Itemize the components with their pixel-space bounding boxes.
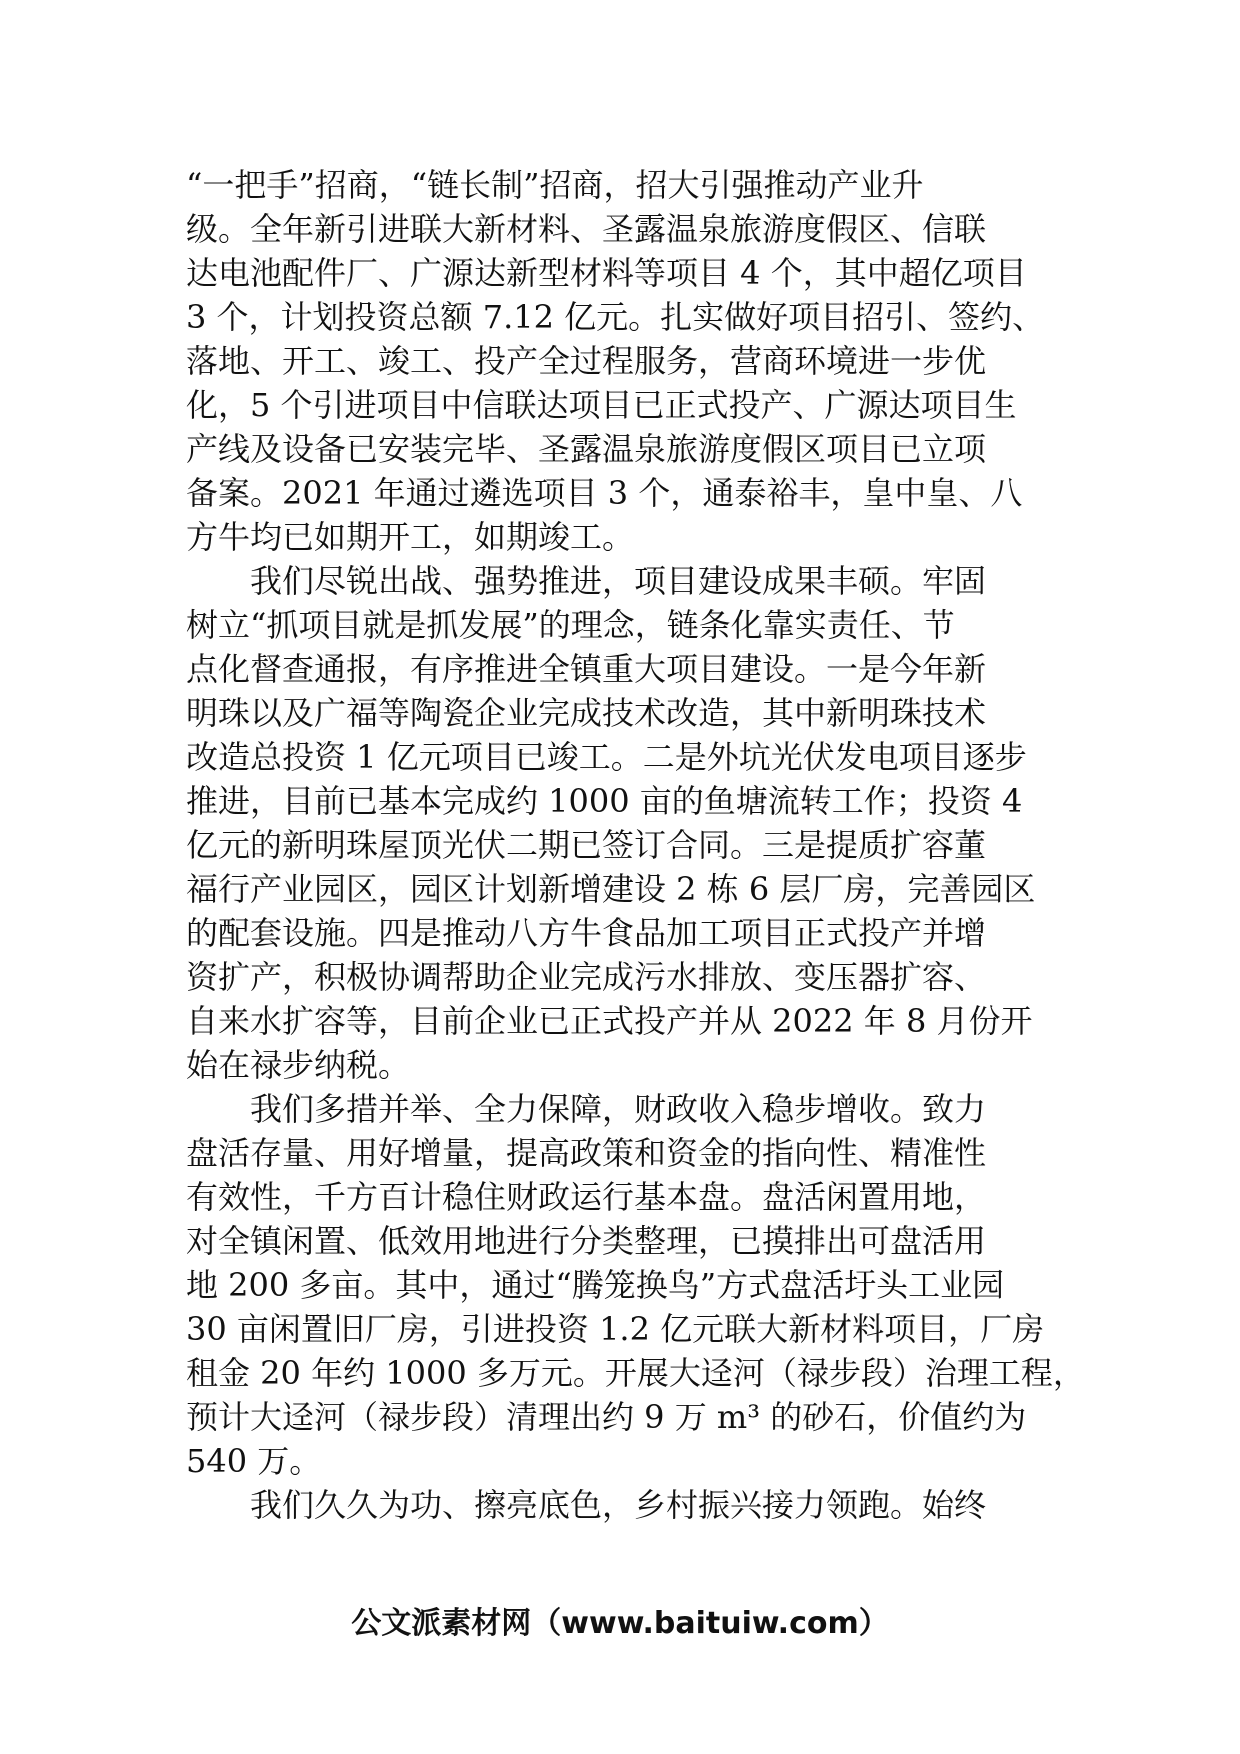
page-footer: 公文派素材网（www.baituiw.com） — [351, 1606, 889, 1641]
text-line: 产线及设备已安装完毕、圣露温泉旅游度假区项目已立项 — [186, 430, 987, 468]
text-line: 福行产业园区，园区计划新增建设 2 栋 6 层厂房，完善园区 — [186, 870, 1036, 908]
text-line: 540 万。 — [186, 1442, 322, 1480]
text-line: 我们尽锐出战、强势推进，项目建设成果丰硕。牢固 — [186, 562, 987, 600]
text-line: 对全镇闲置、低效用地进行分类整理，已摸排出可盘活用 — [186, 1222, 987, 1260]
text-line: 自来水扩容等，目前企业已正式投产并从 2022 年 8 月份开 — [186, 1002, 1033, 1040]
body-text — [186, 163, 1085, 1527]
text-line: 落地、开工、竣工、投产全过程服务，营商环境进一步优 — [186, 342, 987, 380]
text-line: 树立“抓项目就是抓发展”的理念，链条化靠实责任、节 — [186, 606, 955, 644]
text-line: 级。全年新引进联大新材料、圣露温泉旅游度假区、信联 — [186, 210, 987, 248]
text-line: 始在禄步纳税。 — [186, 1046, 411, 1084]
text-line: 地 200 多亩。其中，通过“腾笼换鸟”方式盘活圩头工业园 — [186, 1266, 1005, 1304]
text-line: 亿元的新明珠屋顶光伏二期已签订合同。三是提质扩容董 — [186, 826, 987, 864]
text-line: 30 亩闲置旧厂房，引进投资 1.2 亿元联大新材料项目，厂房 — [186, 1310, 1045, 1348]
text-line: 达电池配件厂、广源达新型材料等项目 4 个，其中超亿项目 — [186, 254, 1027, 292]
text-line: 盘活存量、用好增量，提高政策和资金的指向性、精准性 — [186, 1134, 987, 1172]
text-line: 方牛均已如期开工，如期竣工。 — [186, 518, 635, 556]
text-line: 点化督查通报，有序推进全镇重大项目建设。一是今年新 — [186, 650, 987, 688]
text-line: 备案。2021 年通过遴选项目 3 个，通泰裕丰，皇中皇、八 — [186, 474, 1023, 512]
text-line: 资扩产，积极协调帮助企业完成污水排放、变压器扩容、 — [186, 958, 987, 996]
text-line: 我们久久为功、擦亮底色，乡村振兴接力领跑。始终 — [186, 1486, 987, 1524]
text-line: 租金 20 年约 1000 多万元。开展大迳河（禄步段）治理工程， — [186, 1354, 1085, 1392]
text-line: 预计大迳河（禄步段）清理出约 9 万 m³ 的砂石，价值约为 — [186, 1398, 1027, 1436]
text-line: 3 个，计划投资总额 7.12 亿元。扎实做好项目招引、签约、 — [186, 298, 1045, 336]
text-line: 化，5 个引进项目中信联达项目已正式投产、广源达项目生 — [186, 386, 1017, 424]
text-line: 的配套设施。四是推动八方牛食品加工项目正式投产并增 — [186, 914, 987, 952]
text-line: 我们多措并举、全力保障，财政收入稳步增收。致力 — [186, 1090, 987, 1128]
text-line: “一把手”招商，“链长制”招商，招大引强推动产业升 — [186, 166, 924, 204]
text-line: 明珠以及广福等陶瓷企业完成技术改造，其中新明珠技术 — [186, 694, 987, 732]
text-line: 推进，目前已基本完成约 1000 亩的鱼塘流转工作；投资 4 — [186, 782, 1023, 820]
text-line: 有效性，千方百计稳住财政运行基本盘。盘活闲置用地， — [186, 1178, 987, 1216]
text-line: 改造总投资 1 亿元项目已竣工。二是外坑光伏发电项目逐步 — [186, 738, 1027, 776]
